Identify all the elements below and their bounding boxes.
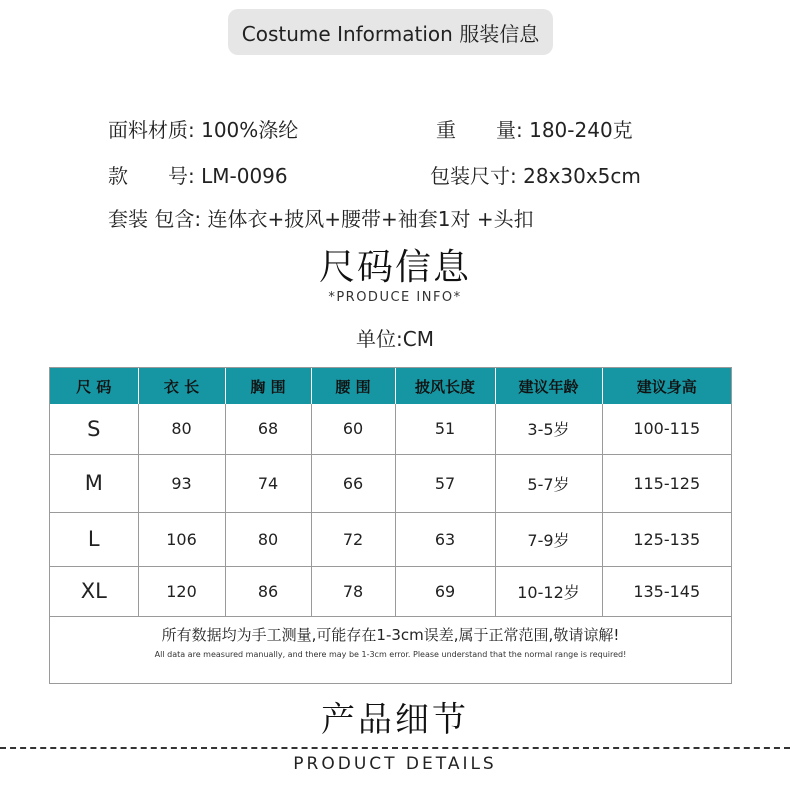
size-cell: L xyxy=(50,512,138,566)
header-chest: 胸 围 xyxy=(225,368,311,404)
model-spec xyxy=(108,160,288,189)
age-cell: 3-5岁 xyxy=(495,404,602,454)
cape-length-cell: 51 xyxy=(395,404,495,454)
cape-length-cell: 69 xyxy=(395,566,495,616)
waist-cell: 72 xyxy=(311,512,395,566)
chest-cell: 74 xyxy=(225,454,311,512)
size-table xyxy=(50,368,731,617)
table-row xyxy=(50,454,731,512)
header-height: 建议身高 xyxy=(602,368,731,404)
chest-cell: 80 xyxy=(225,512,311,566)
age-cell: 5-7岁 xyxy=(495,454,602,512)
dashed-divider xyxy=(0,747,790,749)
size-section-title: 尺码信息 xyxy=(318,247,471,288)
unit-label: 单位:CM xyxy=(356,327,434,351)
cape-length-cell: 57 xyxy=(395,454,495,512)
chest-cell: 68 xyxy=(225,404,311,454)
weight-spec xyxy=(436,114,633,143)
chest-cell: 86 xyxy=(225,566,311,616)
size-section-subtitle: *PRODUCE INFO* xyxy=(328,290,462,305)
measurement-note-en: All data are measured manually, and there may be 1-3cm error. Please understand that the normal range is required! xyxy=(154,650,627,659)
details-section-subtitle: PRODUCT DETAILS xyxy=(293,754,497,774)
waist-cell: 60 xyxy=(311,404,395,454)
size-cell: M xyxy=(50,454,138,512)
package-spec xyxy=(430,160,641,189)
set-label: 套装 包含: xyxy=(108,207,202,231)
length-cell: 120 xyxy=(138,566,225,616)
size-table-header-row xyxy=(50,368,731,404)
details-section-title: 产品细节 xyxy=(321,700,469,740)
height-cell: 125-135 xyxy=(602,512,731,566)
table-row xyxy=(50,512,731,566)
header-waist: 腰 围 xyxy=(311,368,395,404)
fabric-value: 100%涤纶 xyxy=(201,118,299,142)
header-cape-length: 披风长度 xyxy=(395,368,495,404)
height-cell: 100-115 xyxy=(602,404,731,454)
height-cell: 115-125 xyxy=(602,454,731,512)
cape-length-cell: 63 xyxy=(395,512,495,566)
set-spec xyxy=(108,203,534,232)
length-cell: 80 xyxy=(138,404,225,454)
table-row xyxy=(50,404,731,454)
package-label: 包装尺寸: xyxy=(430,164,517,188)
height-cell: 135-145 xyxy=(602,566,731,616)
header-size: 尺 码 xyxy=(50,368,138,404)
model-value: LM-0096 xyxy=(201,164,288,188)
size-cell: S xyxy=(50,404,138,454)
header-length: 衣 长 xyxy=(138,368,225,404)
waist-cell: 78 xyxy=(311,566,395,616)
set-value: 连体衣+披风+腰带+袖套1对 +头扣 xyxy=(207,207,534,231)
package-value: 28x30x5cm xyxy=(523,164,641,188)
fabric-spec xyxy=(108,114,298,143)
table-row xyxy=(50,566,731,616)
waist-cell: 66 xyxy=(311,454,395,512)
header-age: 建议年龄 xyxy=(495,368,602,404)
weight-label: 重 量: xyxy=(436,118,523,142)
costume-info-header: Costume Information 服装信息 xyxy=(228,9,553,55)
weight-value: 180-240克 xyxy=(529,118,633,142)
age-cell: 10-12岁 xyxy=(495,566,602,616)
model-label: 款 号: xyxy=(108,164,195,188)
size-cell: XL xyxy=(50,566,138,616)
fabric-label: 面料材质: xyxy=(108,118,195,142)
age-cell: 7-9岁 xyxy=(495,512,602,566)
measurement-note-cn: 所有数据均为手工测量,可能存在1-3cm误差,属于正常范围,敬请谅解! xyxy=(161,626,620,644)
length-cell: 106 xyxy=(138,512,225,566)
length-cell: 93 xyxy=(138,454,225,512)
